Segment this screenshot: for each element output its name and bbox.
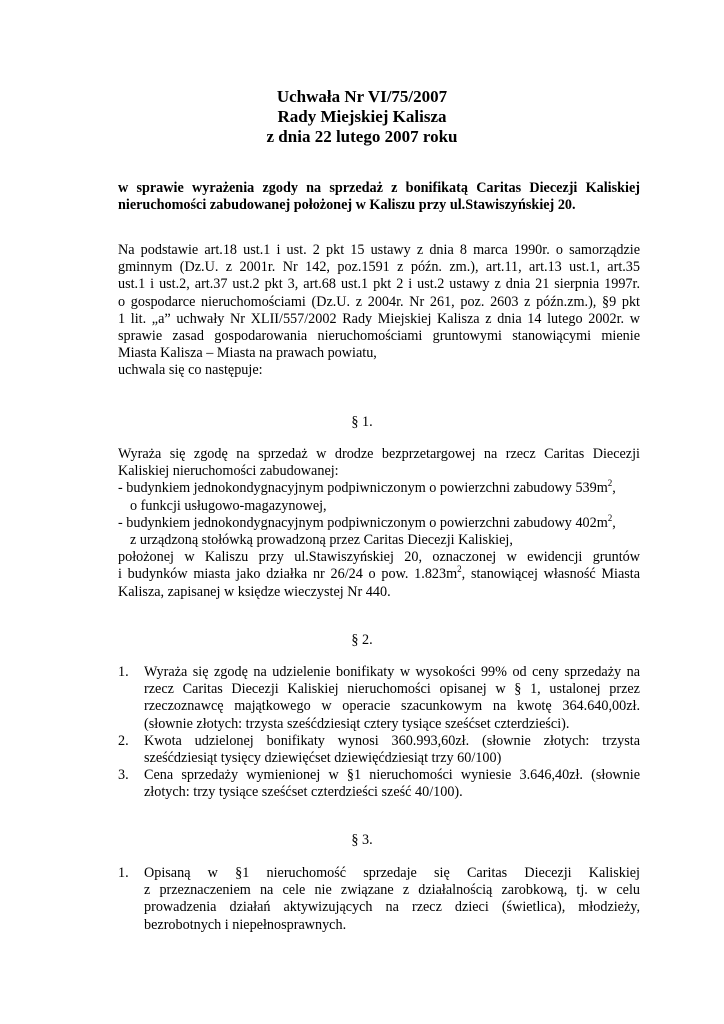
item-line: z przeznaczeniem na cele nie związane z działalnością zarobkową, tj. w celu xyxy=(144,882,640,899)
building-1-punct: , xyxy=(612,480,616,497)
location-line: położonej w Kaliszu przy ul.Stawiszyńskiej 20, oznaczonej w ewidencji gruntów xyxy=(118,549,640,566)
item-line: Opisaną w §1 nieruchomość sprzedaje się Caritas Diecezji Kaliskiej xyxy=(144,865,640,881)
item-number: 2. xyxy=(118,733,129,749)
item-line: bezrobotnych i niepełnosprawnych. xyxy=(144,916,347,933)
preamble-line: gminnym (Dz.U. z 2001r. Nr 142, poz.1591 z późn. zm.), art.11, art.13 ust.1, art.35 xyxy=(118,259,640,276)
superscript: 2 xyxy=(457,564,462,575)
item-line: rzecz Caritas Diecezji Kaliskiej nieruchomości opisanej w § 1, ustalonej przez xyxy=(144,681,640,698)
item-body xyxy=(144,733,640,767)
item-number: 1. xyxy=(118,664,129,680)
item-number: 3. xyxy=(118,767,129,783)
title-line-date: z dnia 22 lutego 2007 roku xyxy=(266,127,458,146)
resolution-title xyxy=(0,87,724,147)
item-body xyxy=(144,664,640,733)
item-line: Cena sprzedaży wymienionej w §1 nieruchomości wyniesie 3.646,40zł. (słownie xyxy=(144,767,640,783)
subject-line: w sprawie wyrażenia zgody na sprzedaż z bonifikatą Caritas Diecezji Kaliskiej xyxy=(118,180,640,196)
item-line: (słownie złotych: trzysta sześćdziesiąt cztery tysiące sześćset czterdzieści). xyxy=(144,715,570,732)
building-1-function: o funkcji usługowo-magazynowej, xyxy=(130,497,327,514)
building-1-line xyxy=(118,480,640,497)
location-line: Kalisza, zapisanej w księdze wieczystej Nr 440. xyxy=(118,583,391,600)
title-line-council: Rady Miejskiej Kalisza xyxy=(277,107,447,126)
section-1-body xyxy=(118,446,640,601)
resolution-subject xyxy=(118,180,640,214)
preamble-closing: uchwala się co następuje: xyxy=(118,362,263,379)
location-text: , stanowiącej własność Miasta xyxy=(461,566,641,583)
building-2-text: - budynkiem jednokondygnacyjnym podpiwniczonym o powierzchni zabudowy 402m xyxy=(118,514,608,531)
superscript: 2 xyxy=(607,478,613,489)
item-line: rzeczoznawcę majątkowego w operacie szacunkowym na kwotę 364.640,00zł. xyxy=(144,698,640,715)
location-text: i budynków miasta jako działka nr 26/24 o pow. 1.823m xyxy=(118,566,458,583)
location-line xyxy=(118,566,640,583)
section-1-line: Wyraża się zgodę na sprzedaż w drodze bezprzetargowej na rzecz Caritas Diecezji xyxy=(118,446,640,462)
building-2-function: z urządzoną stołówką prowadzoną przez Caritas Diecezji Kaliskiej, xyxy=(130,532,513,549)
item-line: Wyraża się zgodę na udzielenie bonifikaty w wysokości 99% od ceny sprzedaży na xyxy=(144,664,640,680)
item-line: sześćdziesiąt tysięcy dziewięćset dziewięćdziesiąt trzy 60/100) xyxy=(144,750,502,767)
section-1-line: Kaliskiej nieruchomości zabudowanej: xyxy=(118,463,339,480)
item-body xyxy=(144,865,640,934)
subject-line: nieruchomości zabudowanej położonej w Kaliszu przy ul.Stawiszyńskiej 20. xyxy=(118,197,576,213)
title-line-number: Uchwała Nr VI/75/2007 xyxy=(276,87,448,106)
superscript: 2 xyxy=(607,512,613,523)
item-line: złotych: trzy tysiące sześćset czterdzieści sześć 40/100). xyxy=(144,784,463,801)
preamble-line: 1 lit. „a” uchwały Nr XLII/557/2002 Rady Miejskiej Kalisza z dnia 14 lutego 2002r. w xyxy=(118,310,640,327)
item-line: prowadzenia działań aktywizujących na rzecz dzieci (świetlica), młodzieży, xyxy=(144,899,640,916)
item-line: Kwota udzielonej bonifikaty wynosi 360.993,60zł. (słownie złotych: trzysta xyxy=(144,733,640,749)
item-body xyxy=(144,767,640,801)
section-2-heading: § 2. xyxy=(351,632,373,648)
section-1-heading: § 1. xyxy=(351,414,373,430)
preamble-line: Na podstawie art.18 ust.1 i ust. 2 pkt 15 ustawy z dnia 8 marca 1990r. o samorządzie xyxy=(118,242,640,258)
preamble-line: Miasta Kalisza – Miasta na prawach powiatu, xyxy=(118,345,377,362)
preamble-line: o gospodarce nieruchomościami (Dz.U. z 2004r. Nr 261, poz. 2603 z późn.zm.), §9 pkt xyxy=(118,293,640,310)
building-2-line xyxy=(118,512,640,532)
building-2-punct: , xyxy=(612,514,616,531)
preamble xyxy=(118,242,640,380)
section-3-heading: § 3. xyxy=(351,832,373,848)
building-1-text: - budynkiem jednokondygnacyjnym podpiwniczonym o powierzchni zabudowy 539m xyxy=(118,480,608,497)
preamble-line: sprawie zasad gospodarowania nieruchomościami gruntowymi stanowiącymi mienie xyxy=(118,328,640,345)
item-number: 1. xyxy=(118,865,129,881)
preamble-line: ust.1 i ust.2, art.37 ust.2 pkt 3, art.68 ust.1 pkt 2 i ust.2 ustawy z dnia 21 sierpnia 1997r. xyxy=(118,276,640,293)
